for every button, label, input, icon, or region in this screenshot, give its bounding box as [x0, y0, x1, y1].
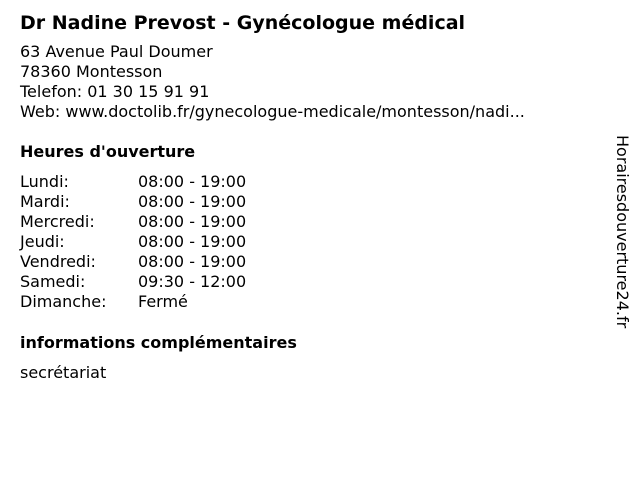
- day-label: Mercredi:: [20, 212, 95, 231]
- additional-info-text: secrétariat: [20, 363, 107, 382]
- opening-hours-heading: Heures d'ouverture: [20, 142, 196, 161]
- hours-value: 08:00 - 19:00: [138, 232, 247, 251]
- phone-number: Telefon: 01 30 15 91 91: [20, 82, 210, 101]
- hours-value: 08:00 - 19:00: [138, 172, 247, 191]
- hours-value: 08:00 - 19:00: [138, 192, 247, 211]
- hours-value: Fermé: [138, 292, 188, 311]
- hours-value: 08:00 - 19:00: [138, 252, 247, 271]
- hours-row-wednesday: [20, 212, 246, 232]
- day-label: Samedi:: [20, 272, 86, 291]
- hours-row-tuesday: [20, 192, 246, 212]
- additional-info-heading: informations complémentaires: [20, 333, 297, 352]
- day-label: Lundi:: [20, 172, 69, 191]
- hours-row-sunday: [20, 292, 246, 312]
- hours-row-friday: [20, 252, 246, 272]
- day-label: Vendredi:: [20, 252, 96, 271]
- hours-row-saturday: [20, 272, 246, 292]
- address-city: 78360 Montesson: [20, 62, 163, 81]
- day-label: Jeudi:: [20, 232, 65, 251]
- page-title: Dr Nadine Prevost - Gynécologue médical: [20, 12, 466, 34]
- listing-content: [20, 10, 600, 383]
- hours-row-thursday: [20, 232, 246, 252]
- hours-value: 08:00 - 19:00: [138, 212, 247, 231]
- hours-row-monday: [20, 172, 246, 192]
- address-street: 63 Avenue Paul Doumer: [20, 42, 213, 61]
- hours-value: 09:30 - 12:00: [138, 272, 247, 291]
- opening-hours-table: [20, 172, 246, 312]
- day-label: Dimanche:: [20, 292, 107, 311]
- site-watermark-label: Horairesdouverture24.fr: [613, 135, 632, 329]
- website-link[interactable]: Web: www.doctolib.fr/gynecologue-medicale/montesson/nadi...: [20, 102, 525, 121]
- day-label: Mardi:: [20, 192, 70, 211]
